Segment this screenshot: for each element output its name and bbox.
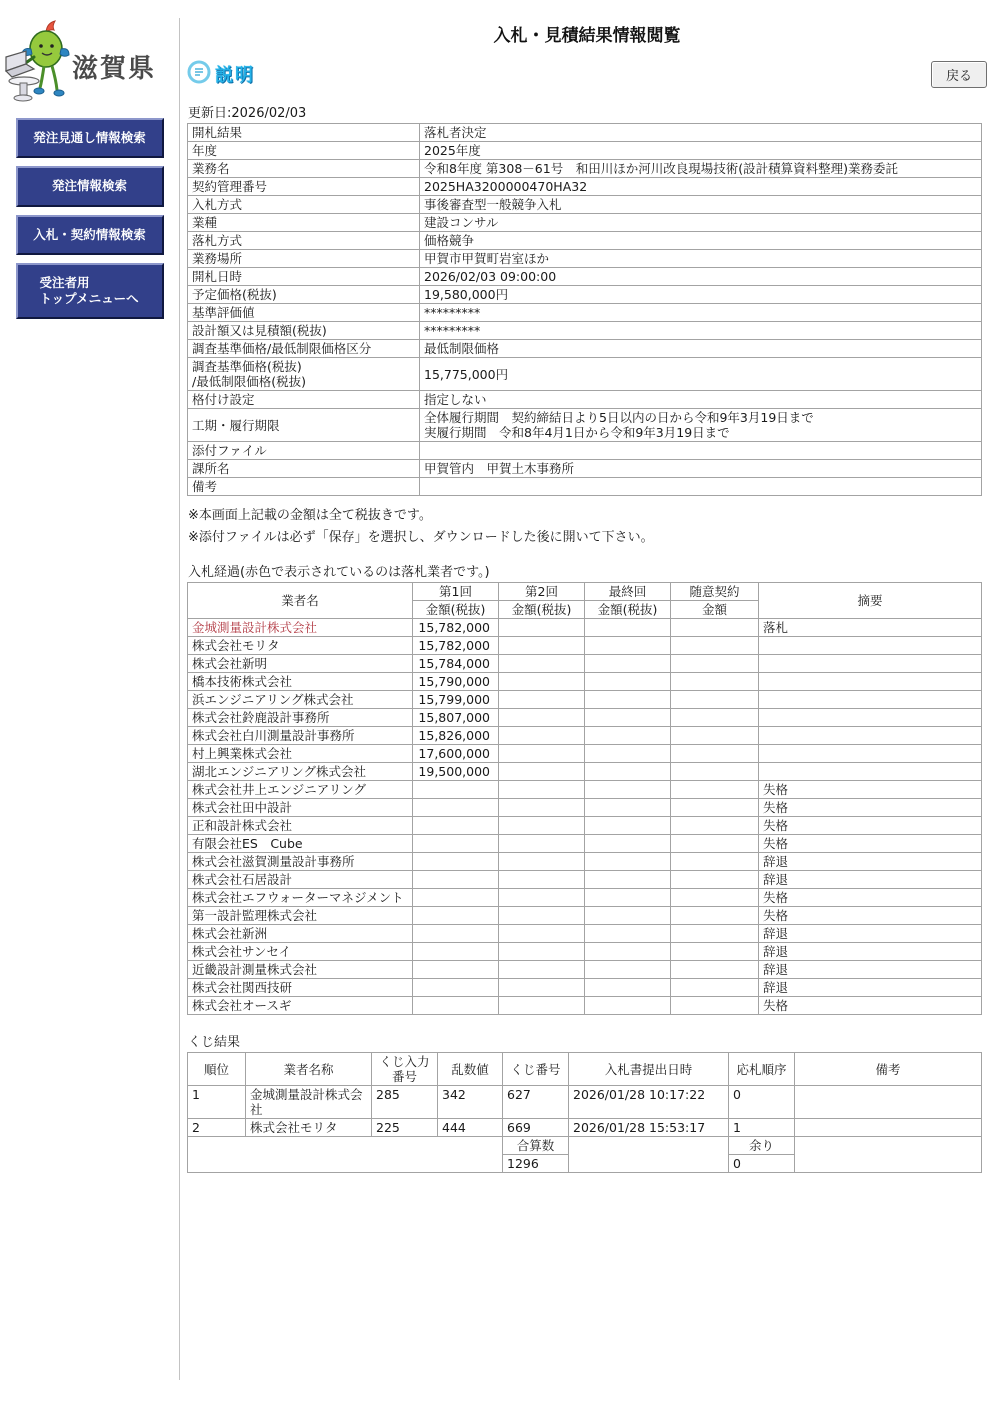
bid-round2-amount xyxy=(499,925,585,943)
kuji-cell: 342 xyxy=(438,1086,503,1119)
detail-value: 2025HA3200000470HA32 xyxy=(420,178,982,196)
detail-row xyxy=(188,250,982,268)
bid-vendor-name: 湖北エンジニアリング株式会社 xyxy=(188,763,413,781)
bid-final-amount xyxy=(585,637,671,655)
bid-round1-amount: 15,782,000 xyxy=(413,619,499,637)
bid-vendor-name: 株式会社オースギ xyxy=(188,997,413,1015)
bid-round1-amount xyxy=(413,907,499,925)
bid-note: 辞退 xyxy=(759,943,982,961)
bid-header-round2-amount: 金額(税抜) xyxy=(499,601,585,619)
bid-row xyxy=(188,673,982,691)
bid-round1-amount xyxy=(413,817,499,835)
bid-final-amount xyxy=(585,817,671,835)
kuji-cell: 225 xyxy=(372,1119,438,1137)
bid-round2-amount xyxy=(499,907,585,925)
kuji-cell: 株式会社モリタ xyxy=(246,1119,372,1137)
bid-vendor-name: 株式会社関西技研 xyxy=(188,979,413,997)
bid-final-amount xyxy=(585,763,671,781)
bid-final-amount xyxy=(585,997,671,1015)
detail-label: 調査基準価格(税抜) /最低制限価格(税抜) xyxy=(188,358,420,391)
bid-table-body xyxy=(188,619,982,1015)
bid-round1-amount xyxy=(413,889,499,907)
detail-table xyxy=(187,123,982,496)
detail-value: 建設コンサル xyxy=(420,214,982,232)
sidebar-buttons xyxy=(0,118,179,319)
bid-round2-amount xyxy=(499,637,585,655)
bid-round2-amount xyxy=(499,763,585,781)
bid-note: 辞退 xyxy=(759,925,982,943)
bid-final-amount xyxy=(585,853,671,871)
bid-note: 辞退 xyxy=(759,871,982,889)
kuji-cell: 2026/01/28 15:53:17 xyxy=(569,1119,729,1137)
detail-label: 備考 xyxy=(188,478,420,496)
bid-nego-amount xyxy=(671,907,759,925)
kuji-footer-label-row xyxy=(188,1137,982,1155)
bid-nego-amount xyxy=(671,673,759,691)
bid-row xyxy=(188,799,982,817)
update-date: 更新日:2026/02/03 xyxy=(188,106,307,121)
bid-row xyxy=(188,781,982,799)
bid-nego-amount xyxy=(671,925,759,943)
bid-final-amount xyxy=(585,745,671,763)
detail-row xyxy=(188,460,982,478)
kuji-header-kuji-no: くじ番号 xyxy=(503,1053,569,1086)
kuji-cell: 金城測量設計株式会社 xyxy=(246,1086,372,1119)
bid-nego-amount xyxy=(671,889,759,907)
detail-row xyxy=(188,478,982,496)
explain-button[interactable] xyxy=(187,60,255,88)
bid-round1-amount xyxy=(413,997,499,1015)
bid-vendor-name: 株式会社鈴鹿設計事務所 xyxy=(188,709,413,727)
kuji-remainder-value: 0 xyxy=(729,1155,795,1173)
bid-note: 失格 xyxy=(759,997,982,1015)
bid-final-amount xyxy=(585,727,671,745)
bid-note: 落札 xyxy=(759,619,982,637)
detail-value xyxy=(420,478,982,496)
detail-label: 年度 xyxy=(188,142,420,160)
bid-vendor-name: 正和設計株式会社 xyxy=(188,817,413,835)
bid-nego-amount xyxy=(671,763,759,781)
bid-header-round1: 第1回 xyxy=(413,583,499,601)
detail-label: 入札方式 xyxy=(188,196,420,214)
detail-row xyxy=(188,358,982,391)
bid-round1-amount: 15,782,000 xyxy=(413,637,499,655)
detail-row xyxy=(188,442,982,460)
bid-row xyxy=(188,835,982,853)
detail-row xyxy=(188,268,982,286)
bid-vendor-name: 株式会社サンセイ xyxy=(188,943,413,961)
note-attachment: ※添付ファイルは必ず「保存」を選択し、ダウンロードした後に開いて下さい。 xyxy=(188,530,654,545)
bid-round1-amount: 15,790,000 xyxy=(413,673,499,691)
bid-row xyxy=(188,745,982,763)
bid-row xyxy=(188,943,982,961)
detail-value: 落札者決定 xyxy=(420,124,982,142)
detail-value: 2025年度 xyxy=(420,142,982,160)
explain-button-label: 説明 xyxy=(215,65,255,86)
kuji-cell: 2 xyxy=(188,1119,246,1137)
bid-vendor-name: 金城測量設計株式会社 xyxy=(188,619,413,637)
kuji-row xyxy=(188,1086,982,1119)
detail-row xyxy=(188,409,982,442)
bid-nego-amount xyxy=(671,997,759,1015)
detail-value: 甲賀市甲賀町岩室ほか xyxy=(420,250,982,268)
bid-row xyxy=(188,979,982,997)
detail-label: 開札結果 xyxy=(188,124,420,142)
bid-round1-amount xyxy=(413,871,499,889)
detail-table-body xyxy=(188,124,982,496)
bid-round1-amount xyxy=(413,799,499,817)
detail-value: 価格競争 xyxy=(420,232,982,250)
bid-round2-amount xyxy=(499,871,585,889)
bid-header-nego: 随意契約 xyxy=(671,583,759,601)
detail-label: 業種 xyxy=(188,214,420,232)
bid-table-caption: 入札経過(赤色で表示されているのは落札業者です。) xyxy=(188,565,490,580)
detail-value: 15,775,000円 xyxy=(420,358,982,391)
kuji-header-rank: 順位 xyxy=(188,1053,246,1086)
bid-vendor-name: 株式会社新洲 xyxy=(188,925,413,943)
bid-row xyxy=(188,889,982,907)
kuji-cell: 669 xyxy=(503,1119,569,1137)
bid-row xyxy=(188,907,982,925)
bid-nego-amount xyxy=(671,709,759,727)
bid-round2-amount xyxy=(499,889,585,907)
detail-label: 工期・履行期限 xyxy=(188,409,420,442)
detail-label: 基準評価値 xyxy=(188,304,420,322)
bid-row xyxy=(188,997,982,1015)
kuji-header-submit-time: 入札書提出日時 xyxy=(569,1053,729,1086)
page-title: 入札・見積結果情報閲覧 xyxy=(493,26,681,46)
detail-row xyxy=(188,286,982,304)
bid-final-amount xyxy=(585,655,671,673)
sidebar-item-order-forecast-search[interactable]: 発注見通し情報検索 xyxy=(16,118,164,158)
kuji-cell: 0 xyxy=(729,1086,795,1119)
bid-final-amount xyxy=(585,673,671,691)
detail-label: 設計額又は見積額(税抜) xyxy=(188,322,420,340)
bid-nego-amount xyxy=(671,619,759,637)
bid-round2-amount xyxy=(499,655,585,673)
kuji-cell: 627 xyxy=(503,1086,569,1119)
bid-note: 失格 xyxy=(759,835,982,853)
bid-round1-amount xyxy=(413,961,499,979)
kuji-footer-empty-right xyxy=(795,1137,982,1173)
detail-row xyxy=(188,322,982,340)
bid-vendor-name: 村上興業株式会社 xyxy=(188,745,413,763)
detail-row xyxy=(188,340,982,358)
bid-final-amount xyxy=(585,799,671,817)
bid-final-amount xyxy=(585,979,671,997)
bid-round1-amount xyxy=(413,979,499,997)
bid-row xyxy=(188,691,982,709)
bid-vendor-name: 株式会社井上エンジニアリング xyxy=(188,781,413,799)
bid-note: 失格 xyxy=(759,889,982,907)
bid-final-amount xyxy=(585,943,671,961)
detail-value: 事後審査型一般競争入札 xyxy=(420,196,982,214)
bid-header-round1-amount: 金額(税抜) xyxy=(413,601,499,619)
sidebar-item-bid-contract-search[interactable]: 入札・契約情報検索 xyxy=(16,215,164,255)
bid-nego-amount xyxy=(671,961,759,979)
bid-row xyxy=(188,637,982,655)
bid-final-amount xyxy=(585,889,671,907)
bid-row xyxy=(188,925,982,943)
detail-value: ********* xyxy=(420,304,982,322)
bid-note xyxy=(759,655,982,673)
detail-row xyxy=(188,232,982,250)
bid-header-nego-amount: 金額 xyxy=(671,601,759,619)
bid-round2-amount xyxy=(499,799,585,817)
kuji-cell: 1 xyxy=(188,1086,246,1119)
bid-header-round2: 第2回 xyxy=(499,583,585,601)
bid-note: 失格 xyxy=(759,799,982,817)
bid-round2-amount xyxy=(499,979,585,997)
bid-round1-amount: 15,784,000 xyxy=(413,655,499,673)
bid-final-amount xyxy=(585,709,671,727)
bid-vendor-name: 浜エンジニアリング株式会社 xyxy=(188,691,413,709)
bid-final-amount xyxy=(585,835,671,853)
detail-label: 業務名 xyxy=(188,160,420,178)
kuji-table-caption: くじ結果 xyxy=(188,1035,241,1050)
detail-row xyxy=(188,178,982,196)
bid-vendor-name: 株式会社エフウォーターマネジメント xyxy=(188,889,413,907)
bid-note xyxy=(759,763,982,781)
bid-round2-amount xyxy=(499,709,585,727)
bid-nego-amount xyxy=(671,835,759,853)
bid-header-note: 摘要 xyxy=(759,583,982,619)
kuji-header-input-no: くじ入力番号 xyxy=(372,1053,438,1086)
document-circle-icon xyxy=(187,60,211,88)
bid-final-amount xyxy=(585,691,671,709)
bid-note: 失格 xyxy=(759,817,982,835)
bid-row xyxy=(188,727,982,745)
bid-vendor-name: 有限会社ES Cube xyxy=(188,835,413,853)
kuji-remainder-label: 余り xyxy=(729,1137,795,1155)
bid-round1-amount: 15,826,000 xyxy=(413,727,499,745)
kuji-table-body xyxy=(188,1086,982,1137)
shiga-logo xyxy=(0,18,179,118)
bid-header-final-amount: 金額(税抜) xyxy=(585,601,671,619)
bid-vendor-name: 株式会社モリタ xyxy=(188,637,413,655)
kuji-cell: 444 xyxy=(438,1119,503,1137)
bid-nego-amount xyxy=(671,637,759,655)
bid-final-amount xyxy=(585,871,671,889)
main-content xyxy=(187,15,987,1173)
detail-label: 予定価格(税抜) xyxy=(188,286,420,304)
bid-vendor-name: 近畿設計測量株式会社 xyxy=(188,961,413,979)
bid-note: 辞退 xyxy=(759,853,982,871)
bid-row xyxy=(188,853,982,871)
bid-round2-amount xyxy=(499,745,585,763)
kuji-header-random: 乱数値 xyxy=(438,1053,503,1086)
detail-label: 格付け設定 xyxy=(188,391,420,409)
bid-round2-amount xyxy=(499,997,585,1015)
bid-header-vendor: 業者名 xyxy=(188,583,413,619)
detail-label: 調査基準価格/最低制限価格区分 xyxy=(188,340,420,358)
detail-row xyxy=(188,214,982,232)
bid-table xyxy=(187,582,982,1015)
bid-row xyxy=(188,817,982,835)
detail-value: 全体履行期間 契約締結日より5日以内の日から令和9年3月19日まで 実履行期間 令和8年4月1日から令和9年3月19日まで xyxy=(420,409,982,442)
kuji-cell xyxy=(795,1119,982,1137)
bid-nego-amount xyxy=(671,655,759,673)
kuji-cell: 2026/01/28 10:17:22 xyxy=(569,1086,729,1119)
bid-final-amount xyxy=(585,961,671,979)
kuji-cell: 285 xyxy=(372,1086,438,1119)
detail-row xyxy=(188,391,982,409)
bid-vendor-name: 第一設計監理株式会社 xyxy=(188,907,413,925)
bid-note: 辞退 xyxy=(759,961,982,979)
detail-value xyxy=(420,442,982,460)
sidebar-item-contractor-top-menu[interactable]: 受注者用 トップメニューへ xyxy=(16,263,164,320)
bid-nego-amount xyxy=(671,799,759,817)
bid-nego-amount xyxy=(671,979,759,997)
bid-round1-amount: 19,500,000 xyxy=(413,763,499,781)
detail-label: 開札日時 xyxy=(188,268,420,286)
bid-round2-amount xyxy=(499,727,585,745)
bid-nego-amount xyxy=(671,871,759,889)
detail-value: 2026/02/03 09:00:00 xyxy=(420,268,982,286)
detail-value: 指定しない xyxy=(420,391,982,409)
bid-nego-amount xyxy=(671,691,759,709)
detail-value: 甲賀管内 甲賀土木事務所 xyxy=(420,460,982,478)
detail-value: 令和8年度 第308－61号 和田川ほか河川改良現場技術(設計積算資料整理)業務委託 xyxy=(420,160,982,178)
detail-value: 19,580,000円 xyxy=(420,286,982,304)
sidebar xyxy=(0,18,180,1380)
bid-note xyxy=(759,637,982,655)
detail-row xyxy=(188,124,982,142)
bid-round1-amount xyxy=(413,781,499,799)
sidebar-item-order-info-search[interactable]: 発注情報検索 xyxy=(16,166,164,206)
bid-header-final: 最終回 xyxy=(585,583,671,601)
detail-row xyxy=(188,304,982,322)
bid-round2-amount xyxy=(499,673,585,691)
bid-header-row-1 xyxy=(188,583,982,601)
bid-row xyxy=(188,961,982,979)
bid-final-amount xyxy=(585,781,671,799)
bid-row xyxy=(188,619,982,637)
bid-round1-amount xyxy=(413,853,499,871)
bid-final-amount xyxy=(585,619,671,637)
bid-note: 失格 xyxy=(759,781,982,799)
bid-note xyxy=(759,745,982,763)
bid-nego-amount xyxy=(671,817,759,835)
bid-nego-amount xyxy=(671,781,759,799)
bid-row xyxy=(188,763,982,781)
bid-note xyxy=(759,709,982,727)
bid-final-amount xyxy=(585,907,671,925)
bid-note: 辞退 xyxy=(759,979,982,997)
kuji-footer-empty-left xyxy=(188,1137,503,1173)
detail-value: ********* xyxy=(420,322,982,340)
kuji-footer-empty-mid xyxy=(569,1137,729,1173)
bid-round2-amount xyxy=(499,943,585,961)
kuji-header-order: 応札順序 xyxy=(729,1053,795,1086)
bid-note xyxy=(759,691,982,709)
bid-nego-amount xyxy=(671,727,759,745)
detail-label: 落札方式 xyxy=(188,232,420,250)
logo-prefecture-name: 滋賀県 xyxy=(72,53,157,84)
kuji-table xyxy=(187,1052,982,1173)
detail-row xyxy=(188,160,982,178)
bid-round2-amount xyxy=(499,835,585,853)
bid-round1-amount: 15,807,000 xyxy=(413,709,499,727)
bid-note xyxy=(759,673,982,691)
bid-vendor-name: 橋本技術株式会社 xyxy=(188,673,413,691)
bid-note xyxy=(759,727,982,745)
kuji-sum-value: 1296 xyxy=(503,1155,569,1173)
kuji-sum-label: 合算数 xyxy=(503,1137,569,1155)
bid-round1-amount xyxy=(413,925,499,943)
kuji-cell: 1 xyxy=(729,1119,795,1137)
toolbar xyxy=(187,60,987,88)
bid-round2-amount xyxy=(499,961,585,979)
detail-label: 契約管理番号 xyxy=(188,178,420,196)
back-button[interactable]: 戻る xyxy=(931,61,987,88)
bid-vendor-name: 株式会社滋賀測量設計事務所 xyxy=(188,853,413,871)
bid-round2-amount xyxy=(499,817,585,835)
bid-round1-amount: 15,799,000 xyxy=(413,691,499,709)
detail-row xyxy=(188,196,982,214)
kuji-header-vendor: 業者名称 xyxy=(246,1053,372,1086)
kuji-header-row xyxy=(188,1053,982,1086)
kuji-row xyxy=(188,1119,982,1137)
notes xyxy=(188,504,987,545)
bid-round2-amount xyxy=(499,619,585,637)
note-tax: ※本画面上記載の金額は全て税抜きです。 xyxy=(188,508,432,523)
detail-row xyxy=(188,142,982,160)
detail-label: 添付ファイル xyxy=(188,442,420,460)
bid-nego-amount xyxy=(671,943,759,961)
bid-vendor-name: 株式会社新明 xyxy=(188,655,413,673)
bid-vendor-name: 株式会社石居設計 xyxy=(188,871,413,889)
bid-round2-amount xyxy=(499,781,585,799)
bid-note: 失格 xyxy=(759,907,982,925)
detail-value: 最低制限価格 xyxy=(420,340,982,358)
shiga-mascot-icon xyxy=(4,19,70,113)
bid-nego-amount xyxy=(671,745,759,763)
bid-nego-amount xyxy=(671,853,759,871)
bid-round2-amount xyxy=(499,691,585,709)
bid-round1-amount xyxy=(413,835,499,853)
detail-label: 課所名 xyxy=(188,460,420,478)
bid-final-amount xyxy=(585,925,671,943)
bid-vendor-name: 株式会社田中設計 xyxy=(188,799,413,817)
detail-label: 業務場所 xyxy=(188,250,420,268)
bid-row xyxy=(188,655,982,673)
kuji-header-note: 備考 xyxy=(795,1053,982,1086)
kuji-cell xyxy=(795,1086,982,1119)
bid-row xyxy=(188,709,982,727)
bid-row xyxy=(188,871,982,889)
bid-vendor-name: 株式会社白川測量設計事務所 xyxy=(188,727,413,745)
bid-round1-amount xyxy=(413,943,499,961)
bid-round2-amount xyxy=(499,853,585,871)
bid-round1-amount: 17,600,000 xyxy=(413,745,499,763)
